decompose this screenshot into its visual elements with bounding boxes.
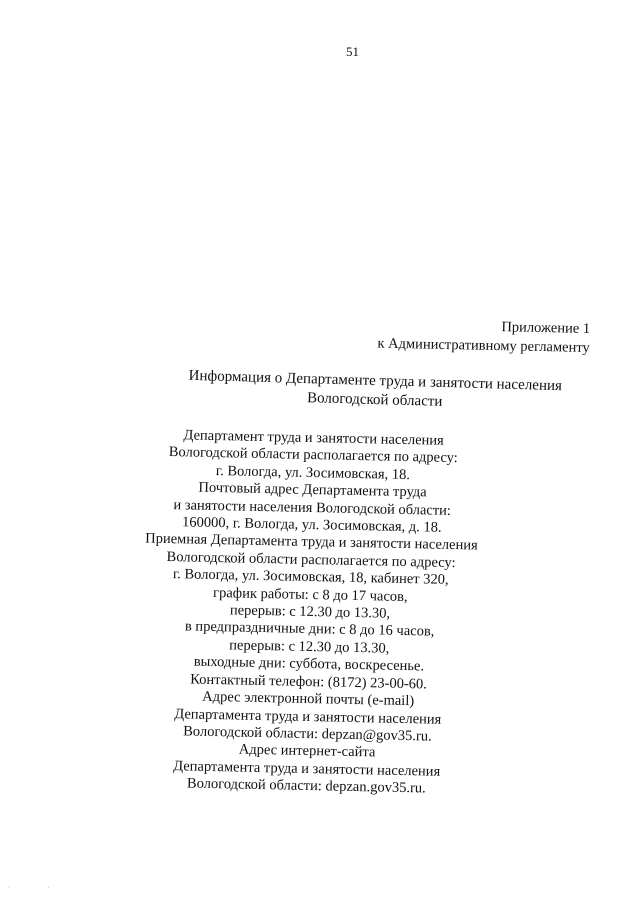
body-line: Адрес электронной почты (e-mail) [202,688,415,710]
body-line: Вологодской области располагается по адресу: [168,444,458,467]
body-line: Департамента труда и занятости населения [173,757,441,780]
title-line: Вологодской области [306,390,443,410]
body-line: г. Вологда, ул. Зосимовская, 18. [215,462,411,483]
body-line: Адрес интернет-сайта [238,741,376,761]
title-line: Информация о Департаменте труда и занятости населения [188,367,563,395]
body-line: Контактный телефон: (8172) 23-00-60. [190,671,428,693]
body-line: перерыв: с 12.30 до 13.30, [229,637,390,657]
body-line: Почтовый адрес Департамента труда [198,479,427,501]
appendix-line: Приложение 1 [500,319,590,337]
appendix-line: к Административному регламенту [376,335,590,356]
document-body [116,426,504,799]
body-line: в предпраздничные дни: с 8 до 16 часов, [184,618,435,641]
body-line: Вологодской области располагается по адресу: [166,548,456,571]
scan-specks: · · [8,885,68,891]
document-title [140,365,611,416]
body-line: 160000, г. Вологда, ул. Зосимовская, д. 18. [181,514,442,536]
body-line: Департамент труда и занятости населения [183,427,444,449]
body-line: Вологодской области: depzan.gov35.ru. [186,775,426,797]
body-line: перерыв: с 12.30 до 13.30, [229,602,391,622]
body-line: Вологодской области: depzan@gov35.ru. [183,723,432,745]
body-line: график работы: с 8 до 17 часов, [212,584,408,605]
body-line: и занятости населения Вологодской области: [173,496,452,519]
body-line: Департамента труда и занятости населения [174,705,442,728]
body-line: г. Вологда, ул. Зосимовская, 18, кабинет 320, [172,566,449,589]
body-line: Приемная Департамента труда и занятости населения [145,530,478,554]
appendix-header [377,316,590,358]
page-number: 51 [346,44,359,59]
body-line: выходные дни: суббота, воскресенье. [193,653,425,675]
